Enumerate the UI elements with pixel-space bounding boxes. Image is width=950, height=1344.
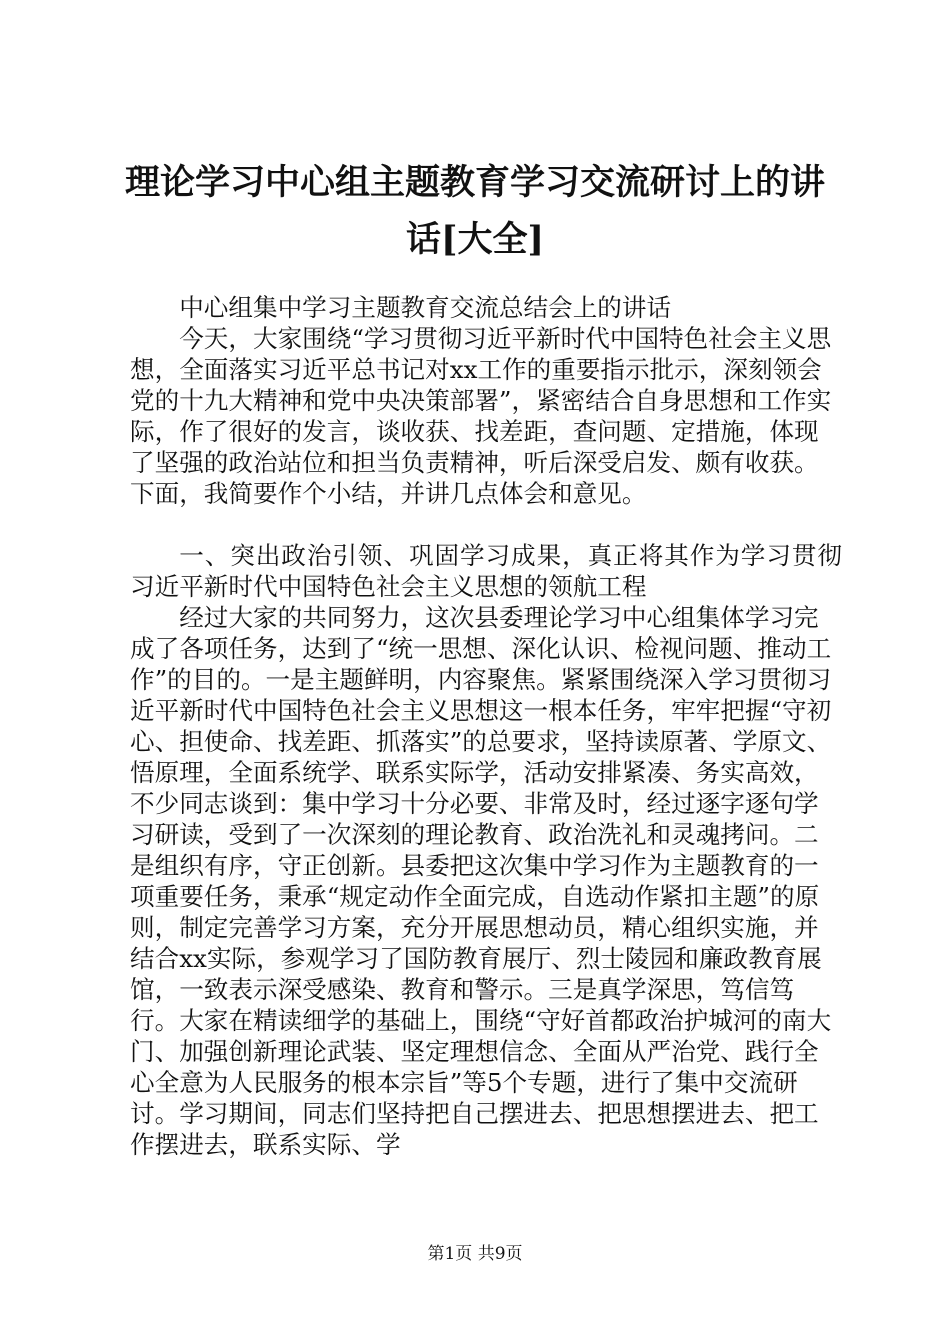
page-number: 第1页 共9页 bbox=[427, 1244, 523, 1264]
document-title-line-2: 话[大全] bbox=[405, 219, 545, 260]
document-body bbox=[130, 292, 842, 1160]
document-title-line-1: 理论学习中心组主题教育学习交流研讨上的讲 bbox=[124, 162, 825, 203]
body-paragraph: 今天，大家围绕“学习贯彻习近平新时代中国特色社会主义思想，全面落实习近平总书记对xx工作的重要指示批示，深刻领会党的十九大精神和党中央决策部署”，紧密结合自身思想和工作实际，作了很好的发言，谈收获、找差距，查问题、定措施，体现了坚强的政治站位和担当负责精神，听后深受启发、颇有收获。下面，我简要作个小结，并讲几点体会和意见。 bbox=[130, 324, 832, 508]
body-paragraph: 经过大家的共同努力，这次县委理论学习中心组集体学习完成了各项任务，达到了“统一思想、深化认识、检视问题、推动工作”的目的。一是主题鲜明，内容聚焦。紧紧围绕深入学习贯彻习近平新时代中国特色社会主义思想这一根本任务，牢牢把握“守初心、担使命、找差距、抓落实”的总要求，坚持读原著、学原文、悟原理，全面系统学、联系实际学，活动安排紧凑、务实高效，不少同志谈到：集中学习十分必要、非常及时，经过逐字逐句学习研读，受到了一次深刻的理论教育、政治洗礼和灵魂拷问。二是组织有序，守正创新。县委把这次集中学习作为主题教育的一项重要任务，秉承“规定动作全面完成，自选动作紧扣主题”的原则，制定完善学习方案，充分开展思想动员，精心组织实施，并结合xx实际，参观学习了国防教育展厅、烈士陵园和廉政教育展馆，一致表示深受感染、教育和警示。三是真学深思，笃信笃行。大家在精读细学的基础上，围绕“守好首都政治护城河的南大门、加强创新理论武装、坚定理想信念、全面从严治党、践行全心全意为人民服务的根本宗旨”等5个专题，进行了集中交流研讨。学习期间，同志们坚持把自己摆进去、把思想摆进去、把工作摆进去，联系实际、学 bbox=[130, 603, 832, 1159]
section-heading: 一、突出政治引领、巩固学习成果，真正将其作为学习贯彻习近平新时代中国特色社会主义思想的领航工程 bbox=[130, 541, 842, 601]
subtitle-paragraph: 中心组集中学习主题教育交流总结会上的讲话 bbox=[179, 293, 672, 322]
paragraph-spacer bbox=[130, 509, 842, 540]
